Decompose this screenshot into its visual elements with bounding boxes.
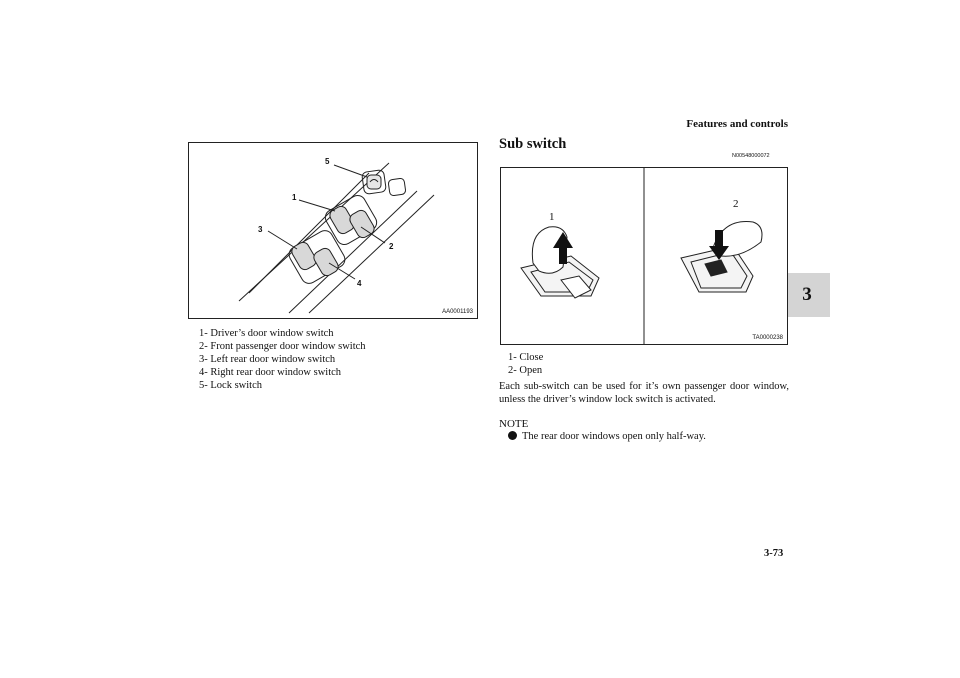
- window-switch-illustration: [189, 143, 477, 318]
- legend-item: 1- Driver’s door window switch: [199, 328, 334, 339]
- callout-1: 1: [292, 193, 297, 202]
- page-number: 3-73: [764, 548, 784, 559]
- section-title: Sub switch: [499, 136, 567, 152]
- callout-2: 2: [389, 242, 394, 251]
- note-text: The rear door windows open only half-way.: [522, 431, 706, 442]
- figure2-label-close: 1: [549, 211, 555, 223]
- figure-code: AA0001193: [442, 309, 473, 315]
- legend-item: 4- Right rear door window switch: [199, 367, 342, 378]
- callout-5: 5: [325, 157, 330, 166]
- bullet-icon: [508, 431, 517, 440]
- figure1-legend: [199, 327, 366, 392]
- body-paragraph: Each sub-switch can be used for it’s own passenger door window, unless the driver’s window lock switch is activated.: [499, 381, 789, 405]
- legend-item: 2- Open: [508, 365, 543, 376]
- figure2-legend: [508, 351, 543, 377]
- legend-item: 1- Close: [508, 352, 544, 363]
- note-label: NOTE: [499, 418, 529, 430]
- callout-4: 4: [357, 279, 362, 288]
- legend-item: 5- Lock switch: [199, 380, 262, 391]
- figure2-label-open: 2: [733, 198, 739, 210]
- figure-code: TA0000238: [752, 335, 783, 341]
- sub-switch-illustration: [501, 168, 787, 344]
- chapter-tab: 3: [784, 273, 830, 317]
- sub-switch-figure: [500, 167, 788, 345]
- window-switch-figure: [188, 142, 478, 319]
- note-item: [508, 431, 706, 442]
- callout-3: 3: [258, 225, 263, 234]
- legend-item: 2- Front passenger door window switch: [199, 341, 366, 352]
- running-header: Features and controls: [686, 118, 788, 130]
- section-code: N00548000072: [732, 153, 770, 159]
- legend-item: 3- Left rear door window switch: [199, 354, 336, 365]
